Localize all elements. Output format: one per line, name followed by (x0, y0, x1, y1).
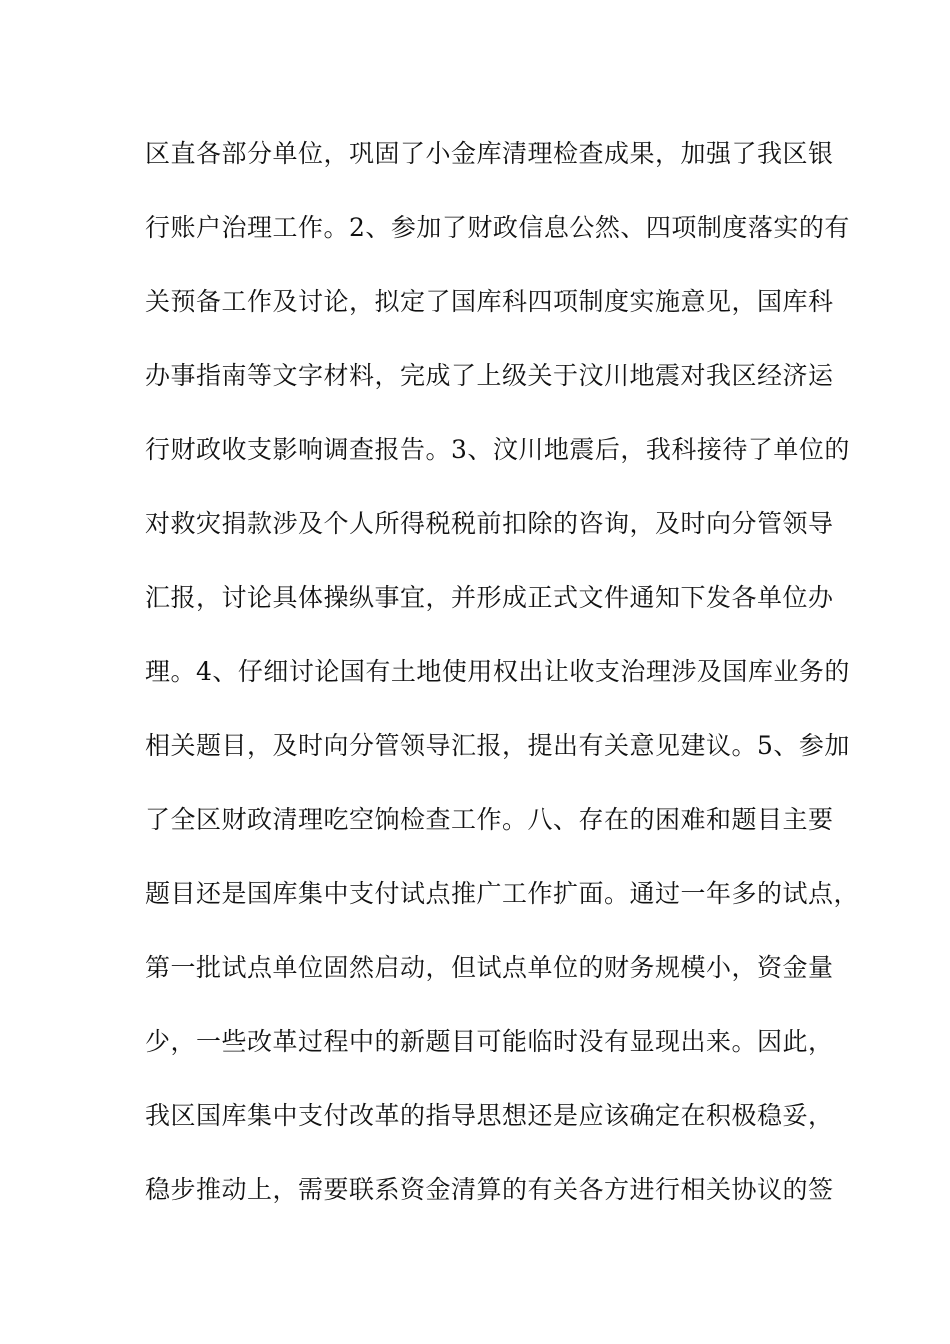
text-line: 第一批试点单位固然启动，但试点单位的财务规模小，资金量 (145, 953, 834, 982)
body-text (145, 134, 860, 1244)
text-line: 关预备工作及讨论，拟定了国库科四项制度实施意见，国库科 (145, 287, 834, 316)
text-line: 区直各部分单位，巩固了小金库清理检查成果，加强了我区银 (145, 139, 834, 168)
text-line: 行账户治理工作。2、参加了财政信息公然、四项制度落实的有 (145, 213, 850, 242)
text-line: 汇报，讨论具体操纵事宜，并形成正式文件通知下发各单位办 (145, 583, 834, 612)
text-line: 少，一些改革过程中的新题目可能临时没有显现出来。因此， (145, 1027, 834, 1056)
text-line: 题目还是国库集中支付试点推广工作扩面。通过一年多的试点， (145, 879, 860, 908)
text-line: 理。4、仔细讨论国有土地使用权出让收支治理涉及国库业务的 (145, 657, 850, 686)
text-line: 相关题目，及时向分管领导汇报，提出有关意见建议。5、参加 (145, 731, 850, 760)
text-line: 了全区财政清理吃空饷检查工作。八、存在的困难和题目主要 (145, 805, 834, 834)
text-line: 我区国库集中支付改革的指导思想还是应该确定在积极稳妥， (145, 1101, 834, 1130)
text-line: 办事指南等文字材料，完成了上级关于汶川地震对我区经济运 (145, 361, 834, 390)
text-line: 行财政收支影响调查报告。3、汶川地震后，我科接待了单位的 (145, 435, 850, 464)
text-line: 对救灾捐款涉及个人所得税税前扣除的咨询，及时向分管领导 (145, 509, 834, 538)
text-line: 稳步推动上，需要联系资金清算的有关各方进行相关协议的签 (145, 1175, 834, 1204)
